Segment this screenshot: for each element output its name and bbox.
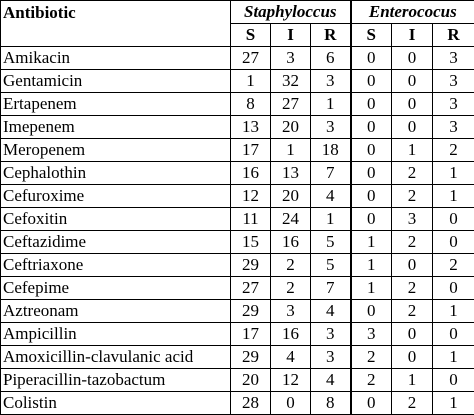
antibiotic-name-cell: Piperacillin-tazobactum [1, 369, 231, 392]
entero-r-cell: 1 [433, 185, 474, 208]
entero-r-cell: 2 [433, 139, 474, 162]
entero-r-cell: 3 [433, 116, 474, 139]
entero-i-cell: 2 [392, 231, 433, 254]
entero-i-cell: 0 [392, 47, 433, 70]
staph-i-cell: 13 [271, 162, 311, 185]
staph-r-cell: 1 [311, 208, 351, 231]
staph-r-cell: 7 [311, 277, 351, 300]
staph-s-cell: 27 [231, 47, 271, 70]
entero-r-cell: 0 [433, 208, 474, 231]
entero-i-header: I [392, 24, 433, 47]
entero-i-cell: 1 [392, 369, 433, 392]
staphylococcus-group-header: Staphyloccus [231, 1, 351, 24]
entero-s-cell: 0 [351, 300, 392, 323]
antibiotic-name-cell: Cefoxitin [1, 208, 231, 231]
antibiotic-name-cell: Colistin [1, 392, 231, 415]
table-row [1, 346, 474, 369]
antibiotic-name-cell: Ceftriaxone [1, 254, 231, 277]
staph-i-cell: 16 [271, 323, 311, 346]
enterococcus-group-header: Enterococus [351, 1, 474, 24]
staph-s-cell: 17 [231, 139, 271, 162]
staph-i-cell: 3 [271, 300, 311, 323]
table-row [1, 93, 474, 116]
staph-i-cell: 0 [271, 392, 311, 415]
table-row [1, 208, 474, 231]
entero-r-cell: 0 [433, 323, 474, 346]
staph-s-cell: 29 [231, 346, 271, 369]
table-row [1, 70, 474, 93]
entero-i-cell: 2 [392, 277, 433, 300]
staph-r-cell: 4 [311, 185, 351, 208]
entero-i-cell: 0 [392, 116, 433, 139]
entero-s-cell: 2 [351, 369, 392, 392]
entero-s-cell: 0 [351, 139, 392, 162]
entero-s-cell: 0 [351, 70, 392, 93]
staph-i-header: I [271, 24, 311, 47]
antibiotic-name-cell: Amikacin [1, 47, 231, 70]
staph-i-cell: 32 [271, 70, 311, 93]
entero-i-cell: 0 [392, 323, 433, 346]
entero-i-cell: 2 [392, 162, 433, 185]
table-row [1, 162, 474, 185]
staph-r-cell: 3 [311, 70, 351, 93]
staph-s-cell: 11 [231, 208, 271, 231]
entero-i-cell: 3 [392, 208, 433, 231]
entero-s-header: S [351, 24, 392, 47]
staph-s-cell: 27 [231, 277, 271, 300]
staph-i-cell: 1 [271, 139, 311, 162]
staph-i-cell: 3 [271, 47, 311, 70]
entero-s-cell: 3 [351, 323, 392, 346]
table-row [1, 139, 474, 162]
antibiotic-name-cell: Ertapenem [1, 93, 231, 116]
entero-s-cell: 0 [351, 116, 392, 139]
entero-i-cell: 0 [392, 254, 433, 277]
staph-s-cell: 29 [231, 254, 271, 277]
entero-r-cell: 3 [433, 47, 474, 70]
staph-r-cell: 5 [311, 254, 351, 277]
staph-r-cell: 7 [311, 162, 351, 185]
antibiotic-name-cell: Aztreonam [1, 300, 231, 323]
table-row [1, 231, 474, 254]
staph-i-cell: 16 [271, 231, 311, 254]
staph-s-cell: 29 [231, 300, 271, 323]
entero-s-cell: 1 [351, 254, 392, 277]
entero-s-cell: 0 [351, 47, 392, 70]
antibiotic-name-cell: Meropenem [1, 139, 231, 162]
entero-r-cell: 3 [433, 70, 474, 93]
staph-i-cell: 20 [271, 116, 311, 139]
antibiotic-name-cell: Ampicillin [1, 323, 231, 346]
table-body [1, 47, 474, 415]
entero-s-cell: 1 [351, 231, 392, 254]
staph-i-cell: 27 [271, 93, 311, 116]
staph-i-cell: 20 [271, 185, 311, 208]
staph-s-cell: 15 [231, 231, 271, 254]
entero-i-cell: 2 [392, 392, 433, 415]
entero-s-cell: 0 [351, 208, 392, 231]
antibiotic-name-cell: Cefuroxime [1, 185, 231, 208]
table-row [1, 369, 474, 392]
staph-i-cell: 24 [271, 208, 311, 231]
entero-s-cell: 1 [351, 277, 392, 300]
entero-r-cell: 2 [433, 254, 474, 277]
staph-i-cell: 2 [271, 277, 311, 300]
table-row [1, 185, 474, 208]
table-row [1, 254, 474, 277]
antibiotic-name-cell: Amoxicillin-clavulanic acid [1, 346, 231, 369]
entero-r-cell: 1 [433, 162, 474, 185]
staph-i-cell: 4 [271, 346, 311, 369]
staph-s-cell: 13 [231, 116, 271, 139]
antibiotic-name-cell: Ceftazidime [1, 231, 231, 254]
entero-i-cell: 1 [392, 139, 433, 162]
entero-i-cell: 2 [392, 185, 433, 208]
entero-r-cell: 3 [433, 93, 474, 116]
staph-r-cell: 1 [311, 93, 351, 116]
staph-r-cell: 5 [311, 231, 351, 254]
staph-s-cell: 1 [231, 70, 271, 93]
table-row [1, 323, 474, 346]
entero-r-cell: 1 [433, 392, 474, 415]
entero-r-cell: 0 [433, 277, 474, 300]
entero-r-cell: 1 [433, 300, 474, 323]
staph-s-cell: 16 [231, 162, 271, 185]
staph-s-cell: 8 [231, 93, 271, 116]
entero-i-cell: 2 [392, 300, 433, 323]
entero-i-cell: 0 [392, 346, 433, 369]
staph-i-cell: 12 [271, 369, 311, 392]
antibiotic-name-cell: Cefepime [1, 277, 231, 300]
staph-s-header: S [231, 24, 271, 47]
entero-r-cell: 0 [433, 369, 474, 392]
antibiotic-name-cell: Cephalothin [1, 162, 231, 185]
table-header [1, 1, 474, 47]
entero-s-cell: 2 [351, 346, 392, 369]
staph-r-header: R [311, 24, 351, 47]
table-row [1, 47, 474, 70]
table-row [1, 300, 474, 323]
staph-r-cell: 3 [311, 323, 351, 346]
staph-r-cell: 8 [311, 392, 351, 415]
antibiotic-name-cell: Gentamicin [1, 70, 231, 93]
entero-r-cell: 0 [433, 231, 474, 254]
entero-i-cell: 0 [392, 70, 433, 93]
staph-s-cell: 20 [231, 369, 271, 392]
entero-s-cell: 0 [351, 392, 392, 415]
antibiotic-name-cell: Imepenem [1, 116, 231, 139]
staph-s-cell: 28 [231, 392, 271, 415]
staph-r-cell: 4 [311, 300, 351, 323]
staph-s-cell: 17 [231, 323, 271, 346]
staph-s-cell: 12 [231, 185, 271, 208]
table-row [1, 277, 474, 300]
table-row [1, 392, 474, 415]
staph-r-cell: 3 [311, 346, 351, 369]
entero-s-cell: 0 [351, 93, 392, 116]
staph-r-cell: 6 [311, 47, 351, 70]
entero-r-header: R [433, 24, 474, 47]
staph-i-cell: 2 [271, 254, 311, 277]
entero-r-cell: 1 [433, 346, 474, 369]
table-row [1, 116, 474, 139]
staph-r-cell: 18 [311, 139, 351, 162]
entero-s-cell: 0 [351, 162, 392, 185]
entero-s-cell: 0 [351, 185, 392, 208]
staph-r-cell: 3 [311, 116, 351, 139]
header-row-groups [1, 1, 474, 24]
antibiotic-column-header: Antibiotic [1, 1, 231, 47]
staph-r-cell: 4 [311, 369, 351, 392]
entero-i-cell: 0 [392, 93, 433, 116]
